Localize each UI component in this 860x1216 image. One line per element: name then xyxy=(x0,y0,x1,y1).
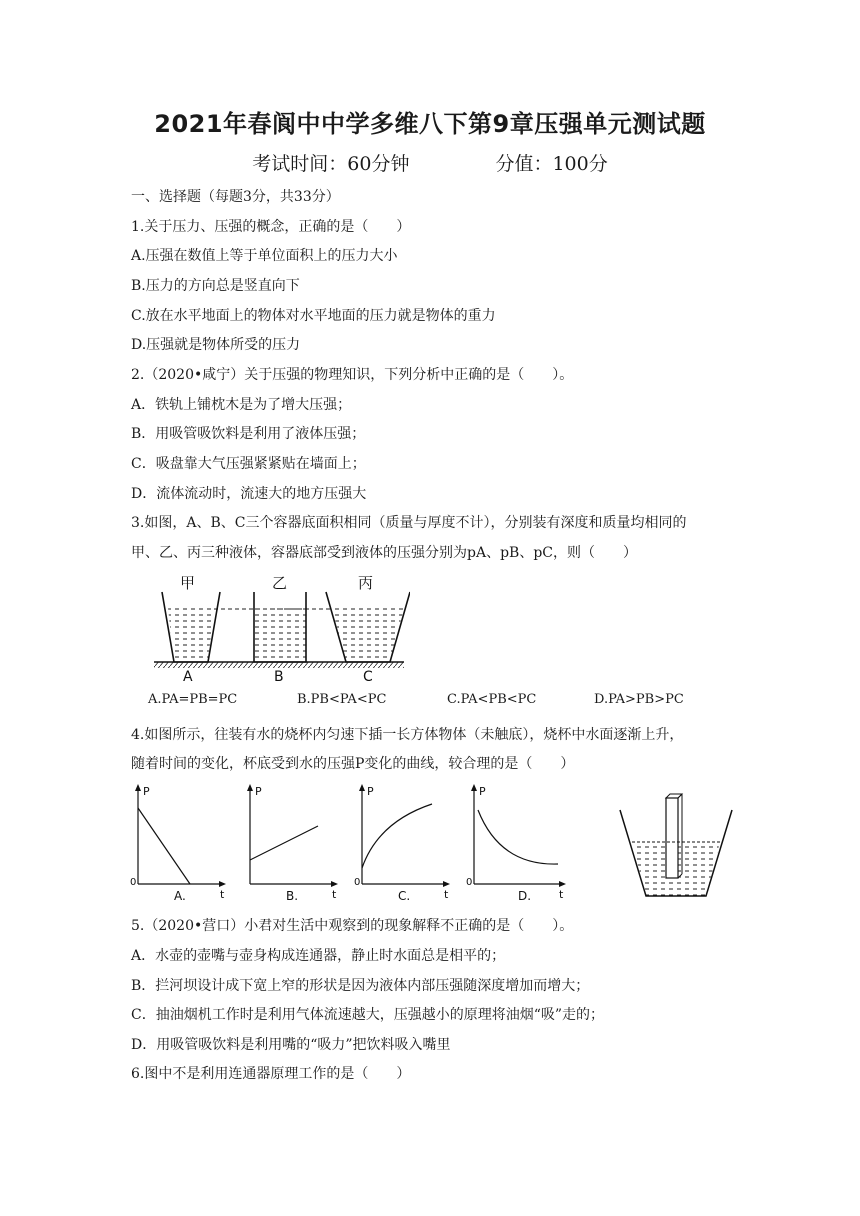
question-1-option-a: A.压强在数值上等于单位面积上的压力大小 xyxy=(131,248,398,264)
question-3-option-b: B.PB<PA<PC xyxy=(297,692,387,707)
exam-info xyxy=(0,149,860,176)
question-2-option-b: B．用吸管吸饮料是利用了液体压强； xyxy=(131,426,366,442)
container-a-liquid xyxy=(168,608,214,662)
question-2-option-d: D．流体流动时，流速大的地方压强大 xyxy=(131,486,367,502)
question-5-option-d: D．用吸管吸饮料是利用嘴的“吸力”把饮料吸入嘴里 xyxy=(131,1037,451,1053)
exam-score: 分值：100分 xyxy=(495,153,608,175)
graph-b-caption: B. xyxy=(286,889,299,903)
graph-c-x-label: t xyxy=(444,888,449,901)
question-1-option-d: D.压强就是物体所受的压力 xyxy=(131,337,301,353)
question-5-stem: 5.（2020•营口）小君对生活中观察到的现象解释不正确的是（ ）。 xyxy=(131,918,574,934)
question-1-option-c: C.放在水平地面上的物体对水平地面的压力就是物体的重力 xyxy=(131,308,496,324)
question-4-stem-line-2: 随着时间的变化，杯底受到水的压强P变化的曲线，较合理的是（ ） xyxy=(131,756,575,772)
graph-b xyxy=(238,782,342,904)
container-c-label-bottom: C xyxy=(363,669,373,684)
graph-c-caption: C. xyxy=(398,889,411,903)
question-3-stem-line-2: 甲、乙、丙三种液体，容器底部受到液体的压强分别为pA、pB、pC，则（ ） xyxy=(131,545,637,561)
question-2-option-a: A．铁轨上铺枕木是为了增大压强； xyxy=(131,397,352,413)
question-5-option-b: B．拦河坝设计成下宽上窄的形状是因为液体内部压强随深度增加而增大； xyxy=(131,978,590,994)
graph-c xyxy=(350,782,454,904)
exam-title: 2021年春阆中中学多维八下第9章压强单元测试题 xyxy=(154,110,706,138)
graph-c-curve xyxy=(362,804,432,868)
question-6-stem: 6.图中不是利用连通器原理工作的是（ ） xyxy=(131,1066,411,1082)
question-5-option-c: C．抽油烟机工作时是利用气体流速越大，压强越小的原理将油烟“吸”走的； xyxy=(131,1007,605,1023)
ground-hatching xyxy=(154,662,404,668)
question-3-stem-line-1: 3.如图，A、B、C三个容器底面积相同（质量与厚度不计），分别装有深度和质量均相同的 xyxy=(131,515,687,531)
graph-a-y-label: P xyxy=(143,785,150,798)
graph-a xyxy=(126,782,230,904)
question-1-option-b: B.压力的方向总是竖直向下 xyxy=(131,278,300,294)
question-3-option-c: C.PA<PB<PC xyxy=(447,692,537,707)
graph-d-origin: 0 xyxy=(466,877,473,888)
container-b-label-bottom: B xyxy=(274,669,284,684)
container-a-label-bottom: A xyxy=(183,669,193,684)
question-4-stem-line-1: 4.如图所示，往装有水的烧杯内匀速下插一长方体物体（未触底），烧杯中水面逐渐上升， xyxy=(131,727,684,743)
graph-d-curve xyxy=(478,810,558,864)
graph-a-curve xyxy=(138,808,190,884)
graph-a-caption: A. xyxy=(174,889,186,903)
question-1-stem: 1.关于压力、压强的概念，正确的是（ ） xyxy=(131,219,411,235)
container-c-liquid xyxy=(332,608,404,662)
question-2-option-c: C．吸盘靠大气压强紧紧贴在墙面上； xyxy=(131,456,366,472)
section-heading: 一、选择题（每题3分，共33分） xyxy=(131,189,340,205)
graph-d xyxy=(462,782,572,904)
container-c-label-top: 丙 xyxy=(358,574,374,592)
container-b-label-top: 乙 xyxy=(272,574,288,592)
question-5-option-a: A．水壶的壶嘴与壶身构成连通器，静止时水面总是相平的； xyxy=(131,948,506,964)
graph-d-caption: D. xyxy=(518,889,532,903)
question-2-stem: 2.（2020•咸宁）关于压强的物理知识，下列分析中正确的是（ ）。 xyxy=(131,367,574,383)
graph-b-curve xyxy=(250,826,318,860)
graph-c-origin: 0 xyxy=(354,877,361,888)
containers-figure xyxy=(150,570,410,684)
graph-b-x-label: t xyxy=(332,888,337,901)
graph-b-y-label: P xyxy=(255,785,262,798)
graph-d-x-label: t xyxy=(559,888,564,901)
graph-a-x-label: t xyxy=(220,888,225,901)
container-b-liquid xyxy=(254,608,306,662)
container-a-label-top: 甲 xyxy=(180,574,196,592)
immersed-block-submerged xyxy=(666,842,678,878)
graph-c-y-label: P xyxy=(367,785,374,798)
question-3-option-a: A.PA=PB=PC xyxy=(148,692,238,707)
graph-a-origin: 0 xyxy=(130,877,137,888)
graph-d-y-label: P xyxy=(479,785,486,798)
exam-time: 考试时间：60分钟 xyxy=(252,153,410,175)
question-3-option-d: D.PA>PB>PC xyxy=(594,692,684,707)
beaker-figure xyxy=(612,784,738,904)
